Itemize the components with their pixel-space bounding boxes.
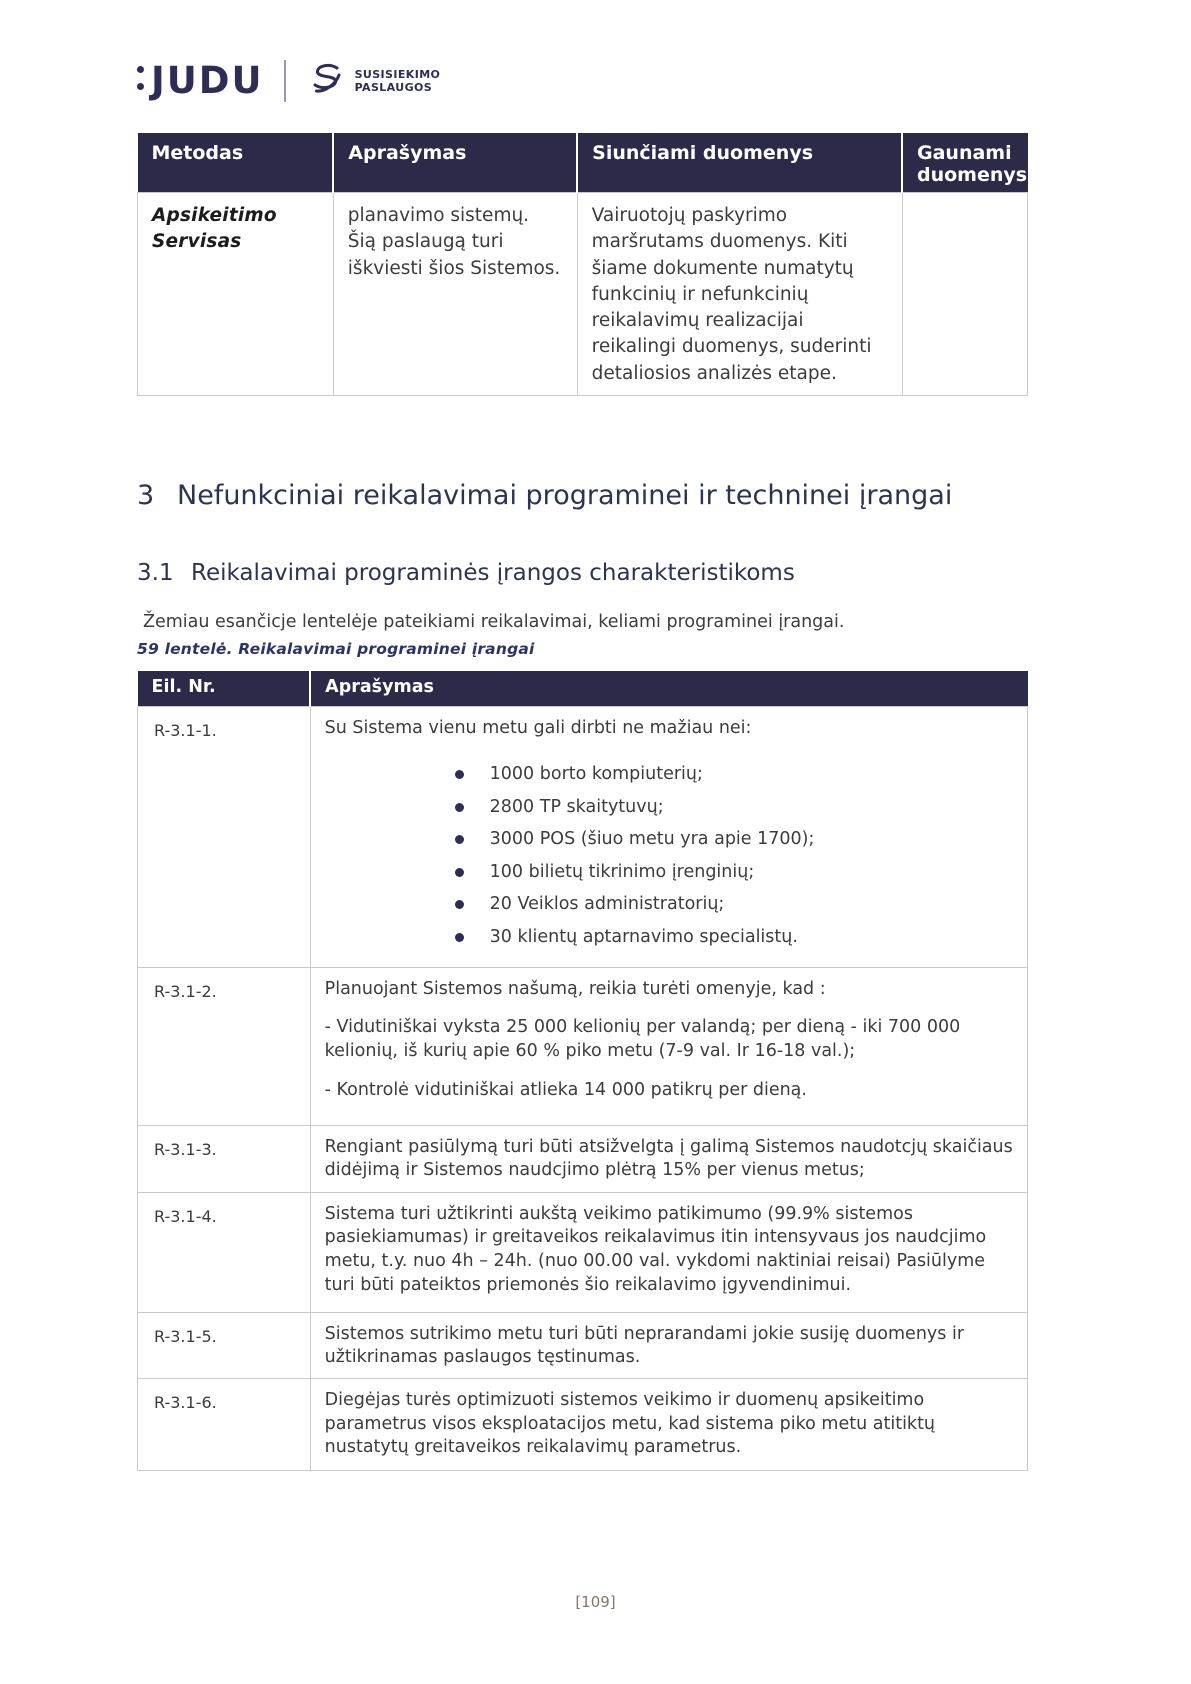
bullet-icon bbox=[455, 933, 464, 942]
list-item-text: 30 klientų aptarnavimo specialistų. bbox=[489, 927, 798, 948]
susisiekimo-paslaugos-logo bbox=[306, 60, 441, 102]
method-sent-data-cell: Vairuotojų paskyrimo maršrutams duomenys. Kiti šiame dokumente numatytų funkcinių ir nefunkcinių reikalavimų realizacijai reikalingi duomenys, suderinti detaliosios analizės etape. bbox=[577, 193, 902, 396]
section-title: Nefunkciniai reikalavimai programinei ir techninei įrangai bbox=[177, 479, 953, 511]
requirement-id: R-3.1-6. bbox=[138, 1378, 311, 1470]
table-row bbox=[138, 967, 1028, 1125]
judu-wordmark: JUDU bbox=[151, 59, 264, 102]
list-item-text: 100 bilietų tikrinimo įrenginių; bbox=[489, 861, 755, 882]
requirement-paragraph: Rengiant pasiūlymą turi būti atsižvelgta į galimą Sistemos naudotcjų skaičiaus didėjimą ir Sistemos naudcjimo plėtrą 15% per vienus metus; bbox=[324, 1136, 1013, 1181]
header-logo-row bbox=[137, 57, 1028, 105]
intro-paragraph: Žemiau esančicje lentelėje pateikiami reikalavimai, keliami programinei įrangai. bbox=[143, 611, 845, 632]
list-item bbox=[455, 926, 1013, 950]
requirement-id: R-3.1-2. bbox=[138, 967, 311, 1125]
requirement-id: R-3.1-5. bbox=[138, 1312, 311, 1378]
requirements-table bbox=[137, 671, 1028, 1471]
requirement-id: R-3.1-3. bbox=[138, 1125, 311, 1192]
judu-dots-icon bbox=[137, 66, 144, 90]
methods-header-aprasymas: Aprašymas bbox=[333, 133, 577, 193]
req-header-aprasymas: Aprašymas bbox=[310, 671, 1027, 707]
subsection-heading bbox=[137, 560, 1028, 586]
methods-table-row bbox=[138, 193, 1028, 396]
bullet-icon bbox=[455, 900, 464, 909]
requirement-id: R-3.1-1. bbox=[138, 707, 311, 967]
bullet-icon bbox=[455, 803, 464, 812]
req-header-eil-nr: Eil. Nr. bbox=[138, 671, 311, 707]
table-row bbox=[138, 1192, 1028, 1312]
logo-divider bbox=[284, 60, 286, 102]
partner-name bbox=[355, 68, 441, 94]
requirement-paragraph: - Vidutiniškai vyksta 25 000 kelionių per valandą; per dieną - iki 700 000 kelionių, iš kurių apie 60 % piko metu (7-9 val. Ir 16-18 val.); bbox=[324, 1017, 961, 1061]
table-caption: 59 lentelė. Reikalavimai programinei įrangai bbox=[137, 639, 535, 658]
requirement-id: R-3.1-4. bbox=[138, 1192, 311, 1312]
methods-table-header-row bbox=[138, 133, 1028, 193]
requirements-table-header-row bbox=[138, 671, 1028, 707]
methods-table bbox=[137, 133, 1028, 396]
method-description-cell: planavimo sistemų. Šią paslaugą turi iškviesti šios Sistemos. bbox=[333, 193, 577, 396]
methods-header-siunciami: Siunčiami duomenys bbox=[577, 133, 902, 193]
requirement-paragraph: Sistema turi užtikrinti aukštą veikimo patikimumo (99.9% sistemos pasiekiamumas) ir greitaveikos reikalavimus itin intensyvaus jos naudcjimo metu, t.y. nuo 4h – 24h. (nuo 00.00 val. vykdomi naktiniai reisai) Pasiūlyme turi būti pateiktos priemonės šio reikalavimo įgyvendinimui. bbox=[324, 1203, 987, 1295]
requirement-description bbox=[310, 1192, 1027, 1312]
requirement-bullet-list bbox=[455, 763, 1013, 950]
requirement-paragraph: - Kontrolė vidutiniškai atlieka 14 000 patikrų per dieną. bbox=[324, 1079, 807, 1100]
bullet-icon bbox=[455, 770, 464, 779]
method-name-cell: Apsikeitimo Servisas bbox=[138, 193, 334, 396]
table-row bbox=[138, 1378, 1028, 1470]
method-received-data-cell bbox=[902, 193, 1028, 396]
requirement-paragraph: Planuojant Sistemos našumą, reikia turėti omenyje, kad : bbox=[324, 978, 826, 999]
partner-name-line2: PASLAUGOS bbox=[354, 81, 433, 94]
susisiekimo-paslaugos-icon bbox=[306, 60, 348, 102]
list-item-text: 2800 TP skaitytuvų; bbox=[489, 796, 664, 817]
requirement-paragraph: Sistemos sutrikimo metu turi būti neprarandami jokie susiję duomenys ir užtikrinamas paslaugos tęstinumas. bbox=[324, 1323, 965, 1368]
page-number: [109] bbox=[575, 1593, 616, 1611]
list-item bbox=[455, 796, 1013, 820]
subsection-title: Reikalavimai programinės įrangos charakteristikoms bbox=[191, 559, 795, 586]
list-item bbox=[455, 861, 1013, 885]
requirement-description bbox=[310, 707, 1027, 967]
subsection-number: 3.1 bbox=[137, 559, 174, 586]
list-item-text: 1000 borto kompiuterių; bbox=[489, 763, 703, 784]
judu-logo bbox=[137, 61, 264, 101]
list-item bbox=[455, 893, 1013, 917]
table-row bbox=[138, 707, 1028, 967]
methods-header-gaunami: Gaunami duomenys bbox=[902, 133, 1028, 193]
section-number: 3 bbox=[137, 479, 155, 511]
methods-header-metodas: Metodas bbox=[138, 133, 334, 193]
requirement-description bbox=[310, 967, 1027, 1125]
table-row bbox=[138, 1125, 1028, 1192]
requirement-description bbox=[310, 1378, 1027, 1470]
list-item bbox=[455, 763, 1013, 787]
table-row bbox=[138, 1312, 1028, 1378]
list-item-text: 20 Veiklos administratorių; bbox=[489, 894, 725, 915]
requirement-intro: Su Sistema vienu metu gali dirbti ne mažiau nei: bbox=[324, 718, 752, 739]
list-item bbox=[455, 828, 1013, 852]
requirement-paragraph: Diegėjas turės optimizuoti sistemos veikimo ir duomenų apsikeitimo parametrus visos eksploatacijos metu, kad sistema piko metu atitiktų nustatytų greitaveikos reikalavimų parametrus. bbox=[324, 1389, 936, 1458]
list-item-text: 3000 POS (šiuo metu yra apie 1700); bbox=[489, 829, 815, 850]
requirement-description bbox=[310, 1125, 1027, 1192]
section-heading bbox=[137, 480, 1028, 511]
requirement-description bbox=[310, 1312, 1027, 1378]
partner-name-line1: SUSISIEKIMO bbox=[354, 68, 441, 81]
bullet-icon bbox=[455, 835, 464, 844]
bullet-icon bbox=[455, 868, 464, 877]
